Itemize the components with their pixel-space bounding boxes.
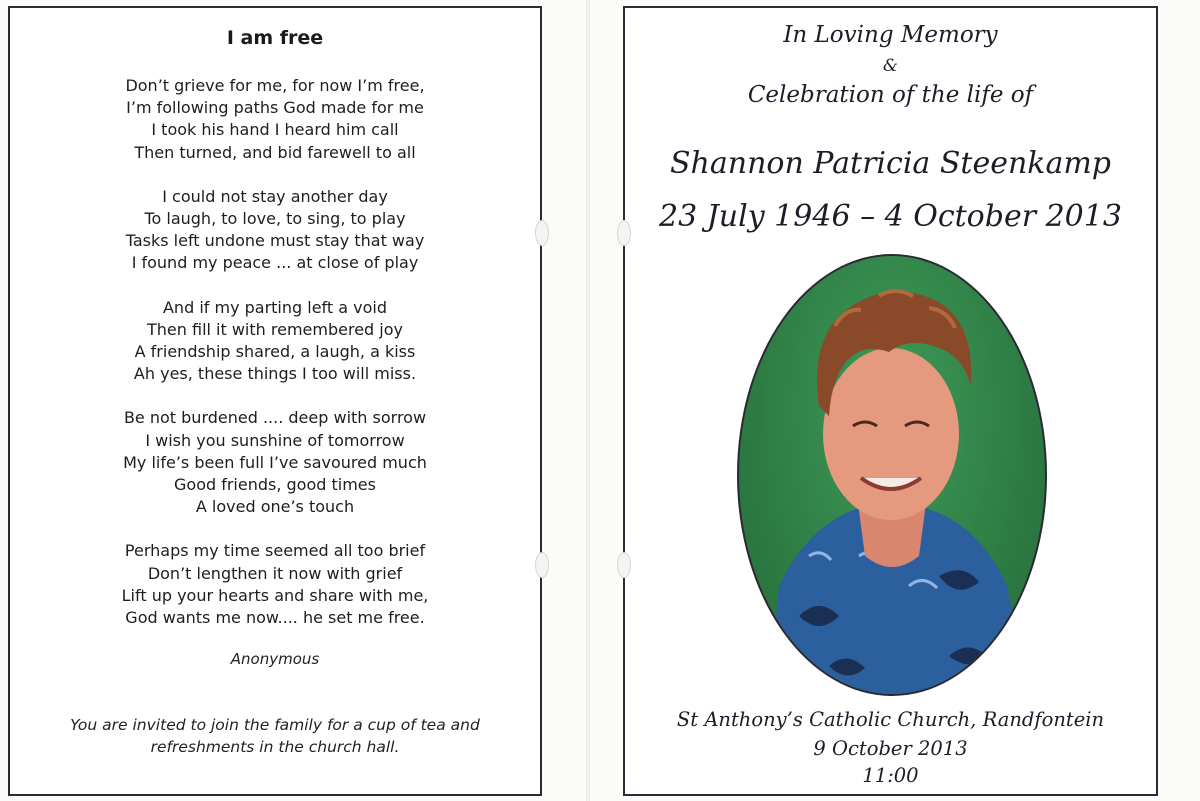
- church-venue: St Anthony’s Catholic Church, Randfontein: [676, 708, 1105, 731]
- poem-line: Don’t lengthen it now with grief: [147, 563, 403, 583]
- poem-line: To laugh, to love, to sing, to play: [144, 209, 406, 229]
- poem-line: A loved one’s touch: [195, 497, 355, 517]
- poem-line: Good friends, good times: [174, 475, 376, 495]
- poem-title: I am free: [226, 27, 324, 49]
- invitation-line: refreshments in the church hall.: [150, 738, 400, 756]
- poem-line: I took his hand I heard him call: [151, 120, 399, 140]
- poem-body: [8, 75, 542, 651]
- poem-stanza: [8, 75, 542, 164]
- poem-line: Perhaps my time seemed all too brief: [124, 541, 426, 561]
- service-date: 9 October 2013: [813, 737, 968, 760]
- binding-notch: [617, 552, 631, 578]
- poem-line: Ah yes, these things I too will miss.: [133, 364, 417, 384]
- deceased-name: Shannon Patricia Steenkamp: [669, 146, 1111, 181]
- poem-stanza: [8, 407, 542, 518]
- poem-line: My life’s been full I’ve savoured much: [123, 452, 427, 472]
- poem-line: I could not stay another day: [162, 186, 388, 206]
- memorial-heading: In Loving Memory: [783, 22, 998, 48]
- poem-line: I’m following paths God made for me: [126, 98, 424, 118]
- page-fold: [586, 0, 590, 801]
- invitation-line: You are invited to join the family for a cup of tea and: [70, 716, 480, 734]
- poem-author: Anonymous: [230, 650, 320, 668]
- poem-line: Tasks left undone must stay that way: [125, 231, 425, 251]
- poem-line: Don’t grieve for me, for now I’m free,: [125, 76, 425, 95]
- portrait-illustration: [739, 256, 1045, 694]
- tea-invitation: [8, 714, 542, 758]
- poem-stanza: [8, 186, 542, 275]
- poem-line: God wants me now.... he set me free.: [125, 608, 425, 628]
- portrait-photo: [737, 254, 1047, 696]
- poem-stanza: [8, 297, 542, 386]
- service-time: 11:00: [862, 764, 919, 787]
- poem-line: Then fill it with remembered joy: [147, 319, 403, 339]
- celebration-heading: Celebration of the life of: [747, 82, 1034, 108]
- poem-line: Be not burdened .... deep with sorrow: [123, 408, 427, 428]
- poem-line: Then turned, and bid farewell to all: [134, 142, 416, 162]
- poem-line: Lift up your hearts and share with me,: [121, 585, 429, 605]
- life-dates: 23 July 1946 – 4 October 2013: [659, 199, 1122, 234]
- poem-stanza: [8, 540, 542, 629]
- poem-line: I wish you sunshine of tomorrow: [145, 430, 405, 450]
- poem-line: I found my peace ... at close of play: [131, 253, 419, 273]
- poem-line: And if my parting left a void: [162, 297, 388, 317]
- ampersand: &: [882, 56, 899, 76]
- poem-line: A friendship shared, a laugh, a kiss: [134, 342, 416, 362]
